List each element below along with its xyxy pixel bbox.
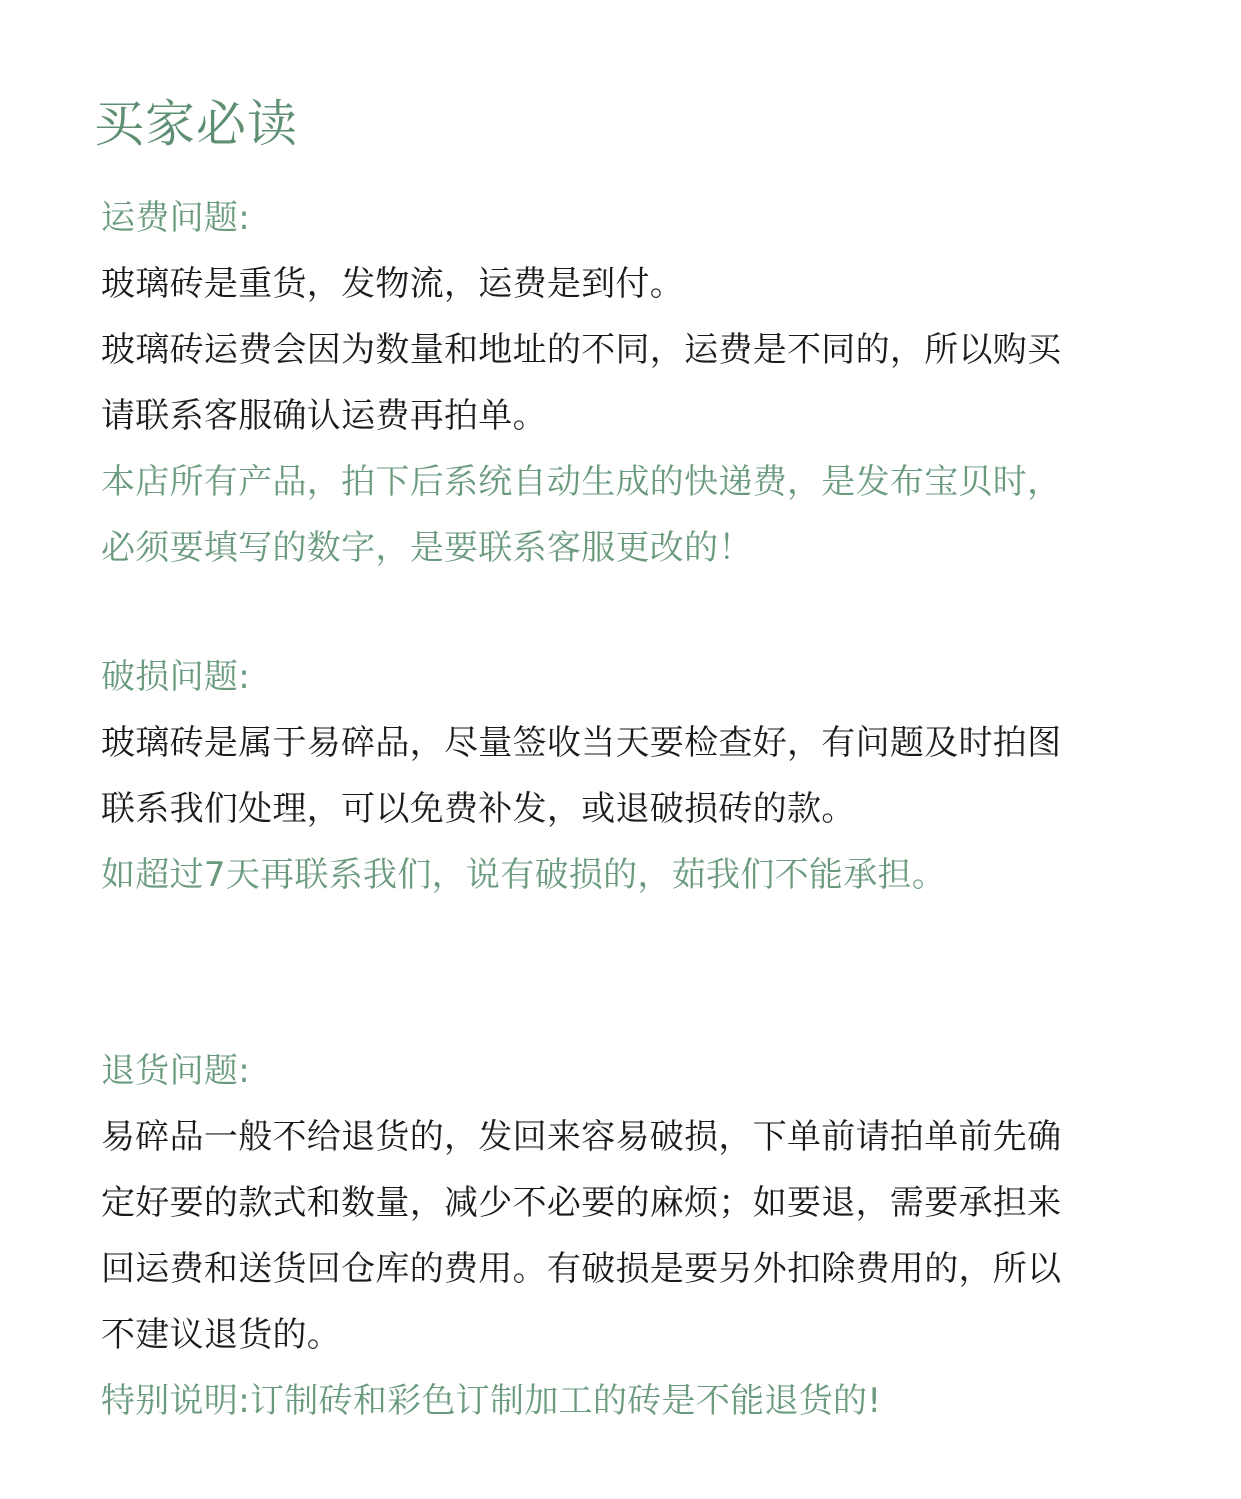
note-line: 如超过7天再联系我们，说有破损的，茹我们不能承担。 [101,855,947,895]
page-title: 买家必读 [94,95,298,153]
body-line: 不建议退货的。 [101,1315,342,1355]
note-line: 本店所有产品，拍下后系统自动生成的快递费，是发布宝贝时， [101,462,1062,502]
note-line: 特别说明:订制砖和彩色订制加工的砖是不能退货的! [101,1381,882,1421]
section-returns [101,1038,1161,1434]
section-heading: 破损问题: [101,657,250,697]
section-heading: 运费问题: [101,198,250,238]
body-line: 易碎品一般不给退货的，发回来容易破损，下单前请拍单前先确 [101,1117,1062,1157]
note-line: 必须要填写的数字，是要联系客服更改的！ [101,528,753,568]
body-line: 玻璃砖是重货，发物流，运费是到付。 [101,264,685,304]
section-shipping [101,185,1161,581]
section-damage [101,644,1161,908]
section-heading: 退货问题: [101,1051,250,1091]
body-line: 联系我们处理，可以免费补发，或退破损砖的款。 [101,789,856,829]
body-line: 玻璃砖是属于易碎品，尽量签收当天要检查好，有问题及时拍图 [101,723,1062,763]
body-line: 玻璃砖运费会因为数量和地址的不同，运费是不同的，所以购买 [101,330,1062,370]
body-line: 定好要的款式和数量，减少不必要的麻烦；如要退，需要承担来 [101,1183,1062,1223]
body-line: 请联系客服确认运费再拍单。 [101,396,547,436]
body-line: 回运费和送货回仓库的费用。有破损是要另外扣除费用的，所以 [101,1249,1062,1289]
